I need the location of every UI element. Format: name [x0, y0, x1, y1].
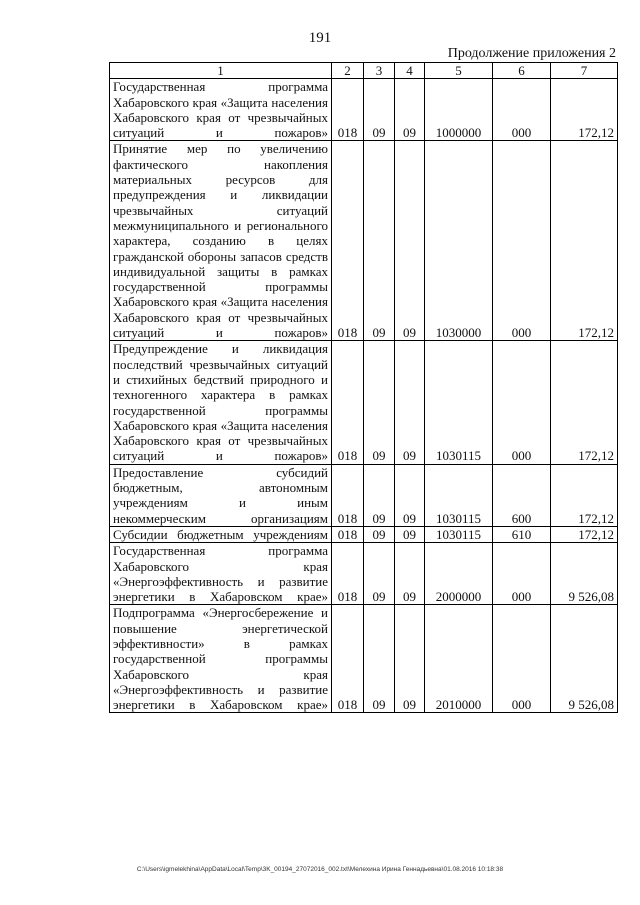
budget-table [109, 62, 618, 713]
column-header-4: 4 [395, 63, 425, 79]
row-amount: 172,12 [551, 526, 618, 542]
row-ministry-code: 018 [332, 79, 364, 141]
row-target-article: 2010000 [425, 605, 493, 713]
row-amount: 172,12 [551, 341, 618, 464]
continuation-label: Продолжение приложения 2 [447, 46, 616, 61]
row-target-article: 1030115 [425, 526, 493, 542]
row-section-code: 09 [364, 79, 395, 141]
row-amount: 172,12 [551, 79, 618, 141]
column-header-7: 7 [551, 63, 618, 79]
table-row [110, 526, 618, 542]
table-row [110, 605, 618, 713]
row-section-code: 09 [364, 543, 395, 605]
row-expense-type: 600 [493, 464, 551, 526]
row-subsection-code: 09 [395, 605, 425, 713]
row-ministry-code: 018 [332, 543, 364, 605]
table-row [110, 141, 618, 341]
row-expense-type: 610 [493, 526, 551, 542]
row-section-code: 09 [364, 605, 395, 713]
row-ministry-code: 018 [332, 605, 364, 713]
table-header-row [110, 63, 618, 79]
row-amount: 9 526,08 [551, 543, 618, 605]
row-ministry-code: 018 [332, 526, 364, 542]
table-row [110, 79, 618, 141]
row-amount: 172,12 [551, 464, 618, 526]
row-subsection-code: 09 [395, 464, 425, 526]
row-subsection-code: 09 [395, 526, 425, 542]
row-section-code: 09 [364, 464, 395, 526]
row-ministry-code: 018 [332, 141, 364, 341]
table-row [110, 341, 618, 464]
row-section-code: 09 [364, 141, 395, 341]
column-header-3: 3 [364, 63, 395, 79]
page-number: 191 [308, 30, 332, 46]
row-name: Принятие мер по увеличению фактического накопления материальных ресурсов для предупреждения и ликвидации чрезвычайных ситуаций межмуниципального и регионального характера, созданию в целях гражданской обороны запасов средств индивидуальной защиты в рамках государственной программы Хабаровского края «Защита населения Хабаровского края от чрезвычайных ситуаций и пожаров» [110, 141, 332, 341]
table-row [110, 543, 618, 605]
row-name: Подпрограмма «Энергосбережение и повышение энергетической эффективности» в рамках государственной программы Хабаровского края «Энергоэффективность и развитие энергетики в Хабаровском крае» [110, 605, 332, 713]
row-amount: 172,12 [551, 141, 618, 341]
row-ministry-code: 018 [332, 341, 364, 464]
table-row [110, 464, 618, 526]
row-subsection-code: 09 [395, 543, 425, 605]
row-subsection-code: 09 [395, 341, 425, 464]
row-target-article: 2000000 [425, 543, 493, 605]
file-path-footer: C:\Users\igmelekhina\AppData\Local\Temp\3K_00194_27072016_002.txt\Мелехина Ирина Геннадьевна\01.08.2016 10:18:38 [136, 866, 504, 873]
row-target-article: 1030115 [425, 464, 493, 526]
row-section-code: 09 [364, 341, 395, 464]
row-target-article: 1000000 [425, 79, 493, 141]
column-header-5: 5 [425, 63, 493, 79]
row-name: Субсидии бюджетным учреждениям [110, 526, 332, 542]
row-amount: 9 526,08 [551, 605, 618, 713]
row-target-article: 1030115 [425, 341, 493, 464]
row-name: Государственная программа Хабаровского края «Энергоэффективность и развитие энергетики в Хабаровском крае» [110, 543, 332, 605]
row-expense-type: 000 [493, 79, 551, 141]
row-name: Предоставление субсидий бюджетным, автономным учреждениям и иным некоммерческим организациям [110, 464, 332, 526]
column-header-6: 6 [493, 63, 551, 79]
row-expense-type: 000 [493, 341, 551, 464]
row-expense-type: 000 [493, 605, 551, 713]
row-expense-type: 000 [493, 543, 551, 605]
column-header-1: 1 [110, 63, 332, 79]
row-section-code: 09 [364, 526, 395, 542]
row-expense-type: 000 [493, 141, 551, 341]
row-target-article: 1030000 [425, 141, 493, 341]
row-subsection-code: 09 [395, 141, 425, 341]
column-header-2: 2 [332, 63, 364, 79]
row-name: Государственная программа Хабаровского края «Защита населения Хабаровского края от чрезвычайных ситуаций и пожаров» [110, 79, 332, 141]
row-name: Предупреждение и ликвидация последствий чрезвычайных ситуаций и стихийных бедствий природного и техногенного характера в рамках государственной программы Хабаровского края «Защита населения Хабаровского края от чрезвычайных ситуаций и пожаров» [110, 341, 332, 464]
row-subsection-code: 09 [395, 79, 425, 141]
row-ministry-code: 018 [332, 464, 364, 526]
